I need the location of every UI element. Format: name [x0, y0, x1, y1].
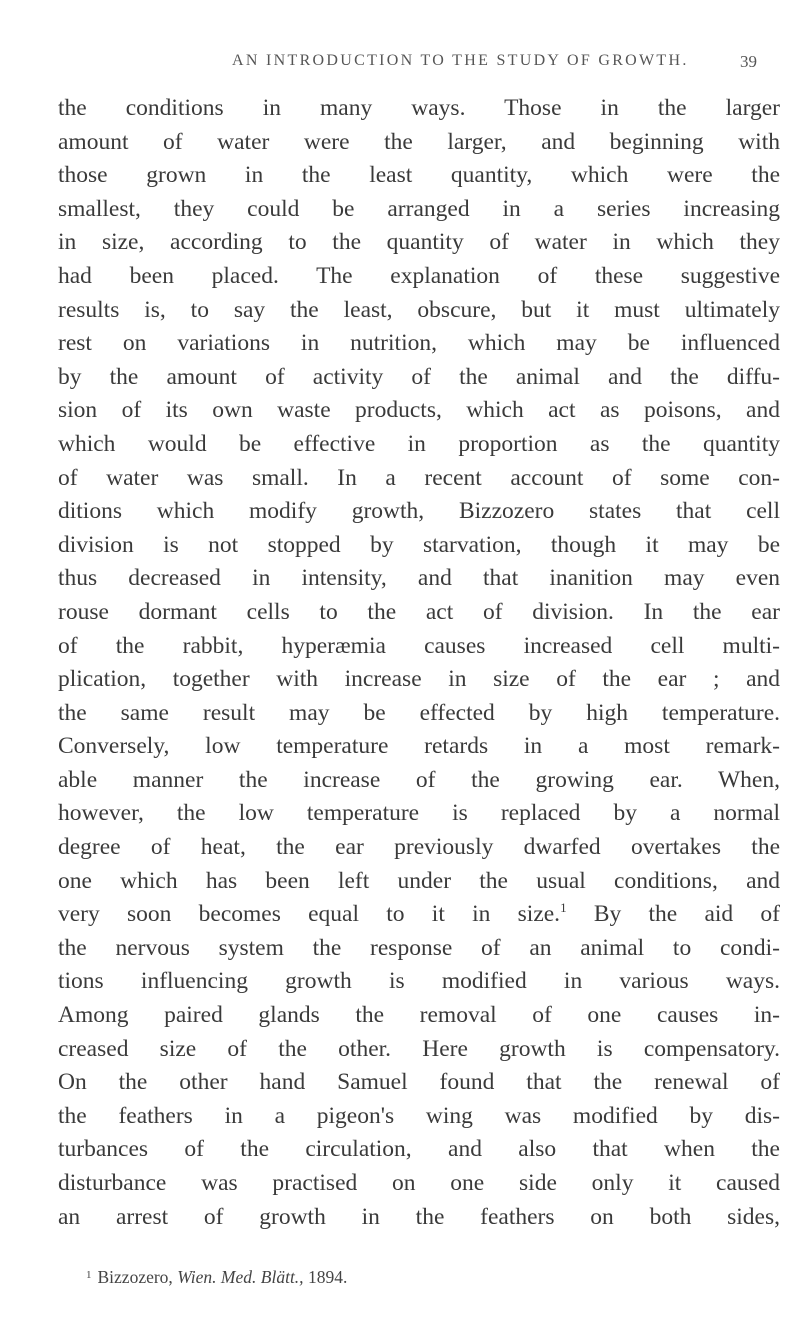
text-line: rest on variations in nutrition, which may be influenced — [58, 330, 780, 357]
line-tail: By the aid of — [566, 901, 780, 928]
text-line: of water was small. In a recent account of some con- — [58, 464, 780, 491]
page-number: 39 — [740, 52, 757, 71]
footnote-marker: 1 — [86, 1269, 92, 1281]
running-head: AN INTRODUCTION TO THE STUDY OF GROWTH. — [232, 52, 689, 69]
text-line: able manner the increase of the growing ear. When, — [58, 766, 780, 793]
footnote — [86, 1267, 347, 1288]
text-line: ditions which modify growth, Bizzozero states that cell — [58, 498, 780, 525]
text-line: those grown in the least quantity, which were the — [58, 162, 780, 189]
footnote-year: 1894. — [307, 1267, 348, 1287]
text-line: one which has been left under the usual conditions, and — [58, 867, 780, 894]
text-line: sion of its own waste products, which act as poisons, and — [58, 397, 780, 424]
text-line: the conditions in many ways. Those in the larger — [58, 95, 780, 121]
text-line-with-footnote-ref — [58, 898, 780, 932]
text-line: the feathers in a pigeon's wing was modified by dis- — [58, 1102, 780, 1129]
text-line: the same result may be effected by high temperature. — [58, 699, 780, 726]
text-line: creased size of the other. Here growth is compensatory. — [58, 1035, 780, 1062]
text-line: disturbance was practised on one side only it caused — [58, 1170, 780, 1196]
text-line: thus decreased in intensity, and that inanition may even — [58, 565, 780, 592]
text-line: an arrest of growth in the feathers on both sides, — [58, 1203, 780, 1230]
text-line: Among paired glands the removal of one causes in- — [58, 1002, 780, 1029]
text-line: division is not stopped by starvation, though it may be — [58, 531, 780, 558]
text-line: smallest, they could be arranged in a series increasing — [58, 195, 780, 222]
text-line: which would be effective in proportion as the quantity — [58, 430, 780, 457]
text-line: Conversely, low temperature retards in a most remark- — [58, 733, 780, 760]
text-line: degree of heat, the ear previously dwarfed overtakes the — [58, 834, 780, 861]
text-line: On the other hand Samuel found that the renewal of — [58, 1069, 780, 1096]
text-line: had been placed. The explanation of these suggestive — [58, 262, 780, 289]
text-line: however, the low temperature is replaced by a normal — [58, 800, 780, 827]
text-line: the nervous system the response of an animal to condi- — [58, 934, 780, 961]
text-line: results is, to say the least, obscure, but it must ultimately — [58, 296, 780, 323]
text-line: of the rabbit, hyperæmia causes increased cell multi- — [58, 632, 780, 659]
line-text: very soon becomes equal to it in size. — [58, 901, 561, 928]
body-text — [58, 92, 780, 1234]
footnote-author: Bizzozero, — [97, 1267, 173, 1287]
text-line: by the amount of activity of the animal and the diffu- — [58, 363, 780, 390]
text-line: amount of water were the larger, and beginning with — [58, 128, 780, 155]
text-line: rouse dormant cells to the act of division. In the ear — [58, 598, 780, 625]
text-line: tions influencing growth is modified in various ways. — [58, 968, 780, 995]
text-line: plication, together with increase in size of the ear ; and — [58, 666, 780, 693]
footnote-ref: 1 — [560, 900, 567, 916]
text-line: turbances of the circulation, and also that when the — [58, 1136, 780, 1163]
footnote-journal: Wien. Med. Blätt., — [177, 1267, 304, 1287]
text-line: in size, according to the quantity of water in which they — [58, 229, 780, 256]
